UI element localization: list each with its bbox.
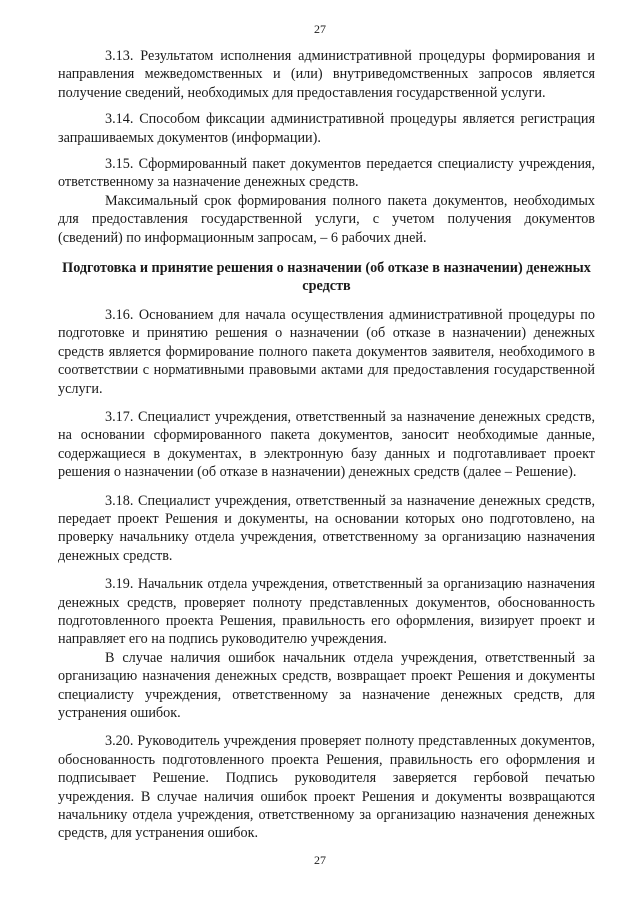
paragraph-3-20: 3.20. Руководитель учреждения проверяет полноту представленных документов, обоснованность подготовленного проекта Решения, правильность его оформления и подписывает Решение. Подпись руководителя заверяется гербовой печатью учреждения. В случае наличия ошибок проект Решения и документы возвращаются начальнику отдела учреждения, ответственному за организацию назначения денежных средств, для устранения ошибок.: [58, 733, 595, 842]
paragraph-3-15-deadline: Максимальный срок формирования полного пакета документов, необходимых для предоставления государственной услуги, с учетом получения документов (сведений) по информационным запросам, – 6 рабочих дней.: [58, 192, 595, 246]
section-heading: Подготовка и принятие решения о назначении (об отказе в назначении) денежных средств: [62, 260, 591, 295]
paragraph-3-14: 3.14. Способом фиксации административной процедуры является регистрация запрашиваемых документов (информации).: [58, 111, 595, 146]
paragraph-3-15: 3.15. Сформированный пакет документов передается специалисту учреждения, ответственному за назначение денежных средств.: [58, 156, 595, 191]
paragraph-3-16: 3.16. Основанием для начала осуществления административной процедуры по подготовке и принятию решения о назначении (об отказе в назначении) денежных средств является формирование полного пакета документов заявителя, необходимого в соответствии с нормативными правовыми актами для предоставления государственной услуги.: [58, 306, 595, 397]
paragraph-3-13: 3.13. Результатом исполнения административной процедуры формирования и направления межведомственных и (или) внутриведомственных запросов является получение сведений, необходимых для предоставления государственной услуги.: [58, 48, 595, 101]
page-number-top: 27: [314, 22, 326, 36]
page-number-bottom: 27: [314, 853, 326, 867]
paragraph-3-19-errors: В случае наличия ошибок начальник отдела учреждения, ответственный за организацию назначения денежных средств, возвращает проект Решения и документы специалисту учреждения, ответственному за назначение денежных средств, для устранения ошибок.: [58, 649, 595, 721]
paragraph-3-18: 3.18. Специалист учреждения, ответственный за назначение денежных средств, передает проект Решения и документы, на основании которых оно подготовлено, на проверку начальнику отдела учреждения, ответственному за организацию назначения денежных средств.: [58, 492, 595, 564]
document-body: [58, 47, 595, 843]
paragraph-3-17: 3.17. Специалист учреждения, ответственный за назначение денежных средств, на основании сформированного пакета документов, заносит необходимые данные, содержащиеся в документах, в электронную базу данных и подготавливает проект решения о назначении (об отказе в назначении) денежных средств (далее – Решение).: [58, 408, 595, 481]
paragraph-3-19: 3.19. Начальник отдела учреждения, ответственный за организацию назначения денежных средств, проверяет полноту представленных документов, обоснованность подготовленного проекта Решения, правильность его оформления, визирует проект и направляет его на подпись руководителю учреждения.: [58, 576, 595, 648]
